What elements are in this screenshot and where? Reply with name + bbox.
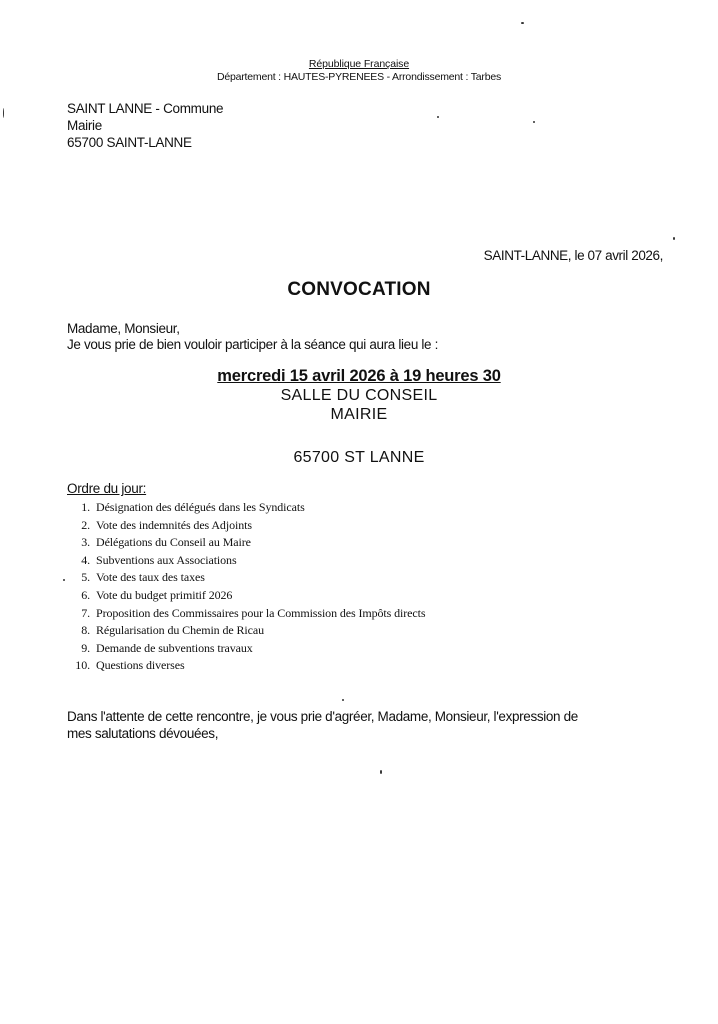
meeting-block — [0, 367, 718, 424]
agenda-item — [70, 605, 425, 623]
agenda-item-label: Demande de subventions travaux — [96, 640, 253, 655]
agenda-item-number: 1. — [81, 500, 90, 514]
intro-text: Je vous prie de bien vouloir participer à la séance qui aura lieu le : — [67, 337, 438, 352]
closing-line-1: Dans l'attente de cette rencontre, je vous prie d'agréer, Madame, Monsieur, l'expression de — [67, 709, 578, 724]
page-title: CONVOCATION — [287, 279, 431, 300]
intro-paragraph — [67, 321, 438, 353]
scan-speck — [533, 121, 535, 123]
agenda-item-label: Délégations du Conseil au Maire — [96, 535, 251, 550]
agenda-item-number: 4. — [81, 552, 90, 567]
sender-commune: SAINT LANNE - Commune — [67, 101, 224, 116]
agenda-item-label: Régularisation du Chemin de Ricau — [96, 623, 264, 638]
scan-speck — [63, 579, 65, 581]
agenda-item-number: 9. — [81, 640, 90, 655]
agenda-item-label: Proposition des Commissaires pour la Commission des Impôts directs — [96, 605, 426, 620]
agenda-item-number: 7. — [81, 605, 90, 620]
agenda-item-number: 10. — [75, 658, 90, 673]
agenda-item — [70, 587, 425, 605]
agenda-item-label: Subventions aux Associations — [96, 552, 237, 567]
sender-address — [67, 100, 223, 151]
scan-speck — [437, 116, 439, 118]
agenda-item — [70, 640, 425, 658]
agenda-item-label: Vote du budget primitif 2026 — [96, 587, 233, 602]
agenda-title: Ordre du jour: — [67, 481, 147, 496]
meeting-place: MAIRIE — [330, 406, 388, 423]
agenda-item — [70, 622, 425, 640]
agenda-item-number: 8. — [81, 623, 90, 638]
meeting-postcode: 65700 ST LANNE — [293, 449, 425, 466]
agenda-item-label: Désignation des délégués dans les Syndicats — [96, 500, 305, 514]
scan-speck — [342, 699, 344, 701]
department-heading: Département : HAUTES-PYRENEES - Arrondissement : Tarbes — [216, 71, 502, 83]
agenda-item-label: Vote des taux des taxes — [96, 570, 205, 585]
closing-paragraph — [67, 708, 687, 742]
meeting-room: SALLE DU CONSEIL — [280, 387, 438, 404]
agenda-item — [70, 499, 425, 517]
republic-heading: République Française — [308, 58, 410, 70]
agenda-item-number: 3. — [81, 535, 90, 550]
agenda-item — [70, 552, 425, 570]
salutation: Madame, Monsieur, — [67, 321, 180, 336]
date-line: SAINT-LANNE, le 07 avril 2026, — [483, 248, 663, 263]
closing-line-2: mes salutations dévouées, — [67, 726, 219, 741]
agenda-item-label: Vote des indemnités des Adjoints — [96, 517, 252, 532]
scan-speck — [673, 237, 675, 240]
sender-mairie: Mairie — [67, 118, 102, 133]
agenda-item-number: 5. — [81, 570, 90, 585]
sender-postcode: 65700 SAINT-LANNE — [67, 135, 192, 150]
agenda-item — [70, 534, 425, 552]
agenda-item — [70, 569, 425, 587]
scan-speck — [521, 22, 524, 24]
agenda-item-number: 6. — [81, 587, 90, 602]
agenda-item — [70, 657, 425, 675]
agenda-item-label: Questions diverses — [96, 658, 185, 673]
agenda-list — [70, 499, 425, 675]
scan-speck — [3, 108, 4, 118]
agenda-item — [70, 517, 425, 535]
agenda-item-number: 2. — [81, 517, 90, 532]
meeting-date: mercredi 15 avril 2026 à 19 heures 30 — [217, 367, 501, 385]
scan-speck — [380, 770, 382, 774]
